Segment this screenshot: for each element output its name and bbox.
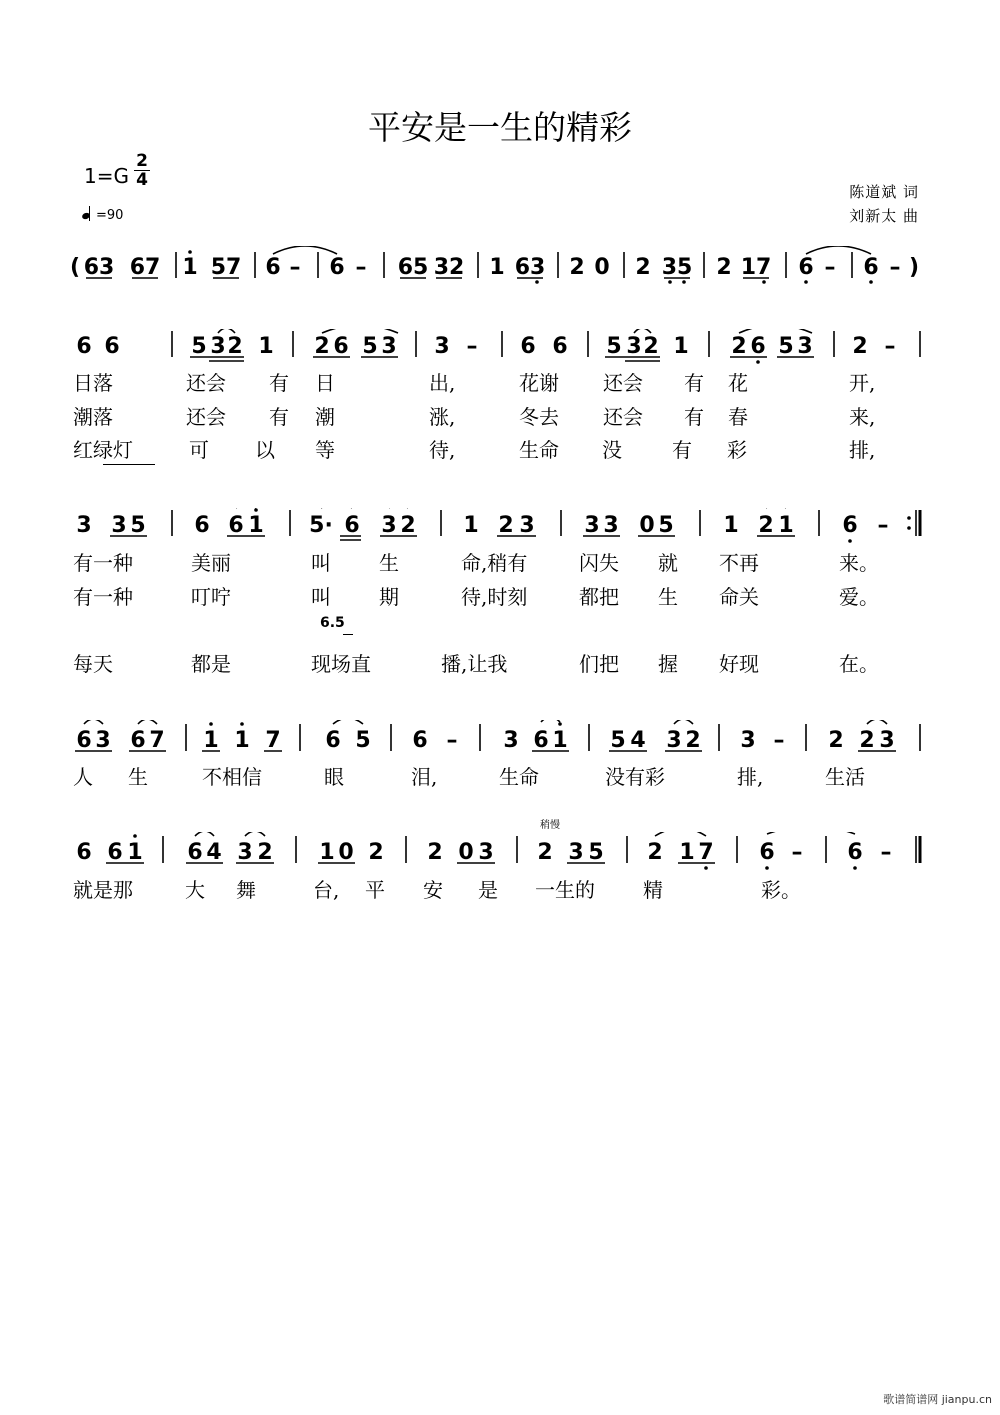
svg-text:2: 2	[852, 334, 868, 359]
svg-text:2: 2	[227, 334, 243, 359]
svg-text:0: 0	[594, 255, 610, 280]
svg-text:6: 6	[520, 334, 536, 359]
svg-text:6: 6	[798, 255, 814, 280]
svg-text:3: 3	[237, 840, 253, 865]
svg-text:2: 2	[828, 728, 844, 753]
svg-text:1: 1	[182, 255, 198, 280]
svg-text:7: 7	[265, 728, 281, 753]
svg-text:3: 3	[434, 334, 450, 359]
svg-text:1: 1	[673, 334, 689, 359]
svg-text:5: 5	[362, 334, 378, 359]
svg-text:6: 6	[325, 728, 341, 753]
svg-text:5: 5	[191, 334, 207, 359]
svg-text:17: 17	[740, 255, 772, 280]
svg-text:3: 3	[568, 840, 584, 865]
svg-text:6: 6	[76, 334, 92, 359]
svg-text:3: 3	[740, 728, 756, 753]
svg-text:6: 6	[750, 334, 766, 359]
svg-text:2: 2	[716, 255, 732, 280]
svg-text:–: –	[880, 840, 892, 865]
svg-text:5: 5	[130, 513, 146, 538]
svg-text:–: –	[355, 255, 367, 280]
svg-text:3: 3	[519, 513, 535, 538]
ornament-underline	[343, 634, 353, 635]
svg-text:2: 2	[498, 513, 514, 538]
svg-text:3: 3	[879, 728, 895, 753]
svg-text:3: 3	[797, 334, 813, 359]
svg-text:–: –	[791, 840, 803, 865]
svg-text:2: 2	[731, 334, 747, 359]
svg-text:2: 2	[758, 513, 774, 538]
svg-text:5: 5	[588, 840, 604, 865]
svg-text:2: 2	[537, 840, 553, 865]
svg-text:6: 6	[329, 255, 345, 280]
svg-text:3: 3	[584, 513, 600, 538]
time-sig-top: 2	[136, 151, 148, 171]
svg-text:4: 4	[206, 840, 222, 865]
svg-text:3: 3	[666, 728, 682, 753]
svg-text:6: 6	[847, 840, 863, 865]
svg-text:0: 0	[639, 513, 655, 538]
svg-text:2: 2	[635, 255, 651, 280]
svg-text:1: 1	[258, 334, 274, 359]
svg-text:6: 6	[76, 840, 92, 865]
svg-text:65: 65	[397, 255, 429, 280]
svg-text:0: 0	[338, 840, 354, 865]
svg-text:7: 7	[149, 728, 165, 753]
svg-text:32: 32	[433, 255, 465, 280]
site-watermark: 歌谱简谱网 jianpu.cn	[883, 1393, 992, 1406]
svg-text:6: 6	[76, 728, 92, 753]
svg-text:–: –	[884, 334, 896, 359]
svg-text:2: 2	[643, 334, 659, 359]
svg-text:1: 1	[679, 840, 695, 865]
svg-text:6: 6	[863, 255, 879, 280]
svg-text:6: 6	[552, 334, 568, 359]
svg-text:2: 2	[685, 728, 701, 753]
svg-text:6: 6	[842, 513, 858, 538]
svg-text:67: 67	[129, 255, 161, 280]
svg-text:1: 1	[489, 255, 505, 280]
svg-text:6: 6	[107, 840, 123, 865]
svg-text:5: 5	[606, 334, 622, 359]
svg-text:2: 2	[368, 840, 384, 865]
svg-text:2: 2	[314, 334, 330, 359]
svg-text:–: –	[877, 513, 889, 538]
svg-text:6: 6	[228, 513, 244, 538]
svg-text:6: 6	[759, 840, 775, 865]
svg-text:–: –	[824, 255, 836, 280]
score-line-3	[0, 508, 1000, 548]
song-title: 平安是一生的精彩	[368, 108, 632, 147]
svg-text:–: –	[289, 255, 301, 280]
svg-text:2: 2	[647, 840, 663, 865]
svg-text:6: 6	[130, 728, 146, 753]
svg-text:3: 3	[381, 334, 397, 359]
svg-text:3: 3	[381, 513, 397, 538]
svg-text:5: 5	[355, 728, 371, 753]
score-line-4	[0, 720, 1000, 760]
svg-text:6: 6	[187, 840, 203, 865]
slur-underline	[103, 464, 155, 465]
tempo-value: =90	[96, 208, 124, 223]
score-line-1	[0, 246, 1000, 286]
svg-text:0: 0	[458, 840, 474, 865]
svg-text:3: 3	[95, 728, 111, 753]
svg-text:6: 6	[412, 728, 428, 753]
svg-text:–: –	[889, 255, 901, 280]
ornament-annotation: 6.5	[320, 615, 345, 631]
svg-text:63: 63	[83, 255, 115, 280]
svg-text:63: 63	[514, 255, 546, 280]
svg-text:–: –	[446, 728, 458, 753]
time-signature	[134, 152, 150, 189]
svg-text:1: 1	[319, 840, 335, 865]
composer-credit: 刘新太 曲	[849, 207, 919, 225]
svg-text:1: 1	[248, 513, 264, 538]
svg-text:1: 1	[723, 513, 739, 538]
svg-text:–: –	[466, 334, 478, 359]
svg-text:2: 2	[400, 513, 416, 538]
svg-text:1: 1	[778, 513, 794, 538]
svg-text:6: 6	[194, 513, 210, 538]
svg-text:3: 3	[626, 334, 642, 359]
svg-text:–: –	[773, 728, 785, 753]
time-sig-bottom: 4	[134, 170, 150, 189]
svg-text:6: 6	[265, 255, 281, 280]
svg-text:5: 5	[658, 513, 674, 538]
svg-text:(: (	[69, 255, 81, 280]
slow-annotation: 稍慢	[540, 820, 560, 831]
lyricist-credit: 陈道斌 词	[849, 183, 919, 201]
svg-text:7: 7	[698, 840, 714, 865]
svg-text:35: 35	[661, 255, 693, 280]
svg-text:): )	[908, 255, 920, 280]
svg-text:3: 3	[503, 728, 519, 753]
svg-text:6: 6	[333, 334, 349, 359]
svg-text:5: 5	[778, 334, 794, 359]
score-line-2	[0, 329, 1000, 369]
svg-text:3: 3	[210, 334, 226, 359]
svg-text:3: 3	[478, 840, 494, 865]
score-line-5	[0, 832, 1000, 872]
key-signature: 1=G	[84, 164, 129, 188]
svg-text:6: 6	[104, 334, 120, 359]
svg-text:4: 4	[630, 728, 646, 753]
svg-text:6: 6	[344, 513, 360, 538]
svg-text:2: 2	[427, 840, 443, 865]
svg-text:2: 2	[257, 840, 273, 865]
svg-text:1: 1	[463, 513, 479, 538]
tempo-marking	[82, 206, 123, 226]
svg-text:1: 1	[552, 728, 568, 753]
svg-text:5·: 5·	[309, 513, 333, 538]
svg-text:2: 2	[569, 255, 585, 280]
svg-text:2: 2	[859, 728, 875, 753]
svg-text:1: 1	[234, 728, 250, 753]
svg-text:57: 57	[210, 255, 242, 280]
svg-text:3: 3	[76, 513, 92, 538]
svg-text:1: 1	[203, 728, 219, 753]
svg-text:3: 3	[603, 513, 619, 538]
svg-text:5: 5	[610, 728, 626, 753]
svg-text:3: 3	[111, 513, 127, 538]
svg-text:6: 6	[533, 728, 549, 753]
svg-text:1: 1	[127, 840, 143, 865]
